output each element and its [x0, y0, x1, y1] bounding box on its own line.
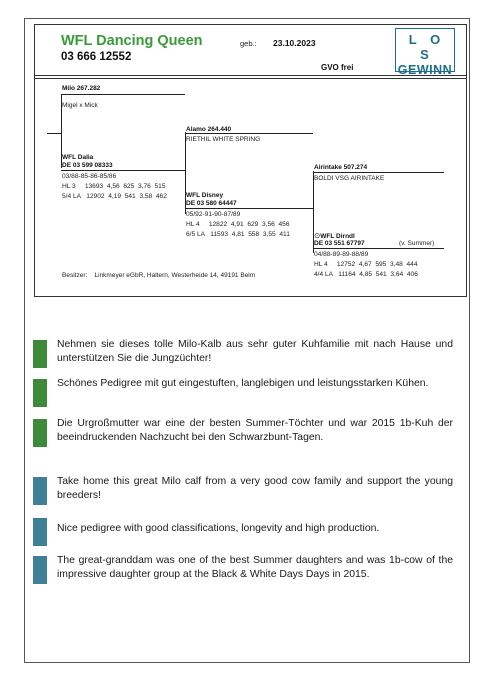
- dam-hl: HL 3 13693 4,56 625 3,76 515: [62, 183, 166, 190]
- ggd-note: (v. Summer): [399, 240, 435, 247]
- birth-label: geb.:: [240, 39, 257, 48]
- bullet-de-2: [33, 377, 453, 407]
- mgs-line: [185, 133, 313, 134]
- bullet-de-1: [33, 338, 453, 368]
- bullet-de-3: [33, 417, 453, 447]
- bullet-en-3: [33, 554, 453, 584]
- bullet-en-2: [33, 516, 453, 546]
- mgd-la: 6/5 LA 11593 4,81 558 3,55 411: [186, 231, 290, 238]
- bullet-en-1: [33, 475, 453, 505]
- green-bullet-icon: [33, 419, 47, 447]
- mgd-sire-name: Airintake 507.274: [314, 164, 368, 171]
- sire-name: Milo 267.282: [62, 85, 101, 92]
- dam-id: DE 03 599 08333: [62, 162, 113, 169]
- mgd-classification: 05/92-91-90-87/89: [186, 211, 241, 218]
- mgd-id: DE 03 580 64447: [186, 200, 237, 207]
- auction-sheet: [24, 18, 470, 663]
- bullet-en-2-text: Nice pedigree with good classifications, longevity and high production.: [57, 523, 380, 534]
- mgs-name: Alamo 264.440: [186, 126, 232, 133]
- animal-id: 03 666 12552: [61, 51, 132, 63]
- vg-mark-icon: ⊙: [314, 231, 321, 240]
- ggd-id: DE 03 551 67797: [314, 240, 365, 247]
- green-bullet-icon: [33, 379, 47, 407]
- ggd-name: ⊙WFL Dirndl: [314, 231, 355, 240]
- ggd-line: [313, 248, 444, 249]
- bullet-de-3-text: Die Urgroßmutter war eine der besten Summer-Töchter und war 2015 1b-Kuh der beeindruckenden Nachzucht bei den Schwarzbunt-Tagen.: [57, 418, 453, 443]
- calf-line: [47, 133, 62, 134]
- pedigree-box: [34, 75, 467, 297]
- ggd-la: 4/4 LA 11164 4,85 541 3,64 406: [314, 271, 418, 278]
- blue-bullet-icon: [33, 518, 47, 546]
- sire-parents: Migel x Mick: [62, 102, 98, 109]
- sire-line: [61, 94, 185, 95]
- mgd-sire-parents: BOLDI VSG AIRINTAKE: [314, 175, 385, 182]
- ggd-hl: HL 4 12752 4,67 595 3,48 444: [314, 261, 418, 268]
- mgd-line: [185, 208, 313, 209]
- dam-line: [61, 170, 185, 171]
- dam-la: 5/4 LA 12902 4,19 541 3,58 462: [62, 193, 167, 200]
- bullet-de-2-text: Schönes Pedigree mit gut eingestuften, langlebigen und leistungsstarken Kühen.: [57, 378, 429, 389]
- header-box: [34, 24, 467, 79]
- dam-name: WFL Dalia: [62, 154, 94, 161]
- blue-bullet-icon: [33, 477, 47, 505]
- gewinn-label: GEWINN: [397, 63, 453, 77]
- ggd-classification: 04/88-89-89-88/89: [314, 251, 369, 258]
- mgd-name: WFL Disney: [186, 192, 224, 199]
- bullet-de-1-text: Nehmen sie dieses tolle Milo-Kalb aus sehr guter Kuhfamilie mit nach Hause und unterstützen Sie die Jungzüchter!: [57, 339, 453, 364]
- bullet-en-1-text: Take home this great Milo calf from a very good cow family and support the young breeders!: [57, 476, 453, 501]
- bullet-en-3-text: The great-granddam was one of the best Summer daughters and was 1b-cow of the impressive daughter group at the Black & White Days Days in 2015.: [57, 555, 453, 580]
- birth-date: 23.10.2023: [273, 38, 316, 48]
- owner-info: Besitzer: Linkmeyer eGbR, Haltern, Westerheide 14, 49191 Belm: [62, 272, 256, 279]
- gvo-status: GVO frei: [321, 63, 354, 72]
- mgs-parents: RIETHIL WHITE SPRING: [186, 136, 261, 143]
- los-label: L O S: [408, 32, 446, 62]
- dam-classification: 03/88-85-86-85/86: [62, 173, 117, 180]
- mgd-hl: HL 4 12822 4,91 629 3,56 456: [186, 221, 290, 228]
- animal-name: WFL Dancing Queen: [61, 33, 203, 49]
- mgd-sire-line: [313, 172, 444, 173]
- blue-bullet-icon: [33, 556, 47, 584]
- los-badge: [395, 28, 455, 77]
- green-bullet-icon: [33, 340, 47, 368]
